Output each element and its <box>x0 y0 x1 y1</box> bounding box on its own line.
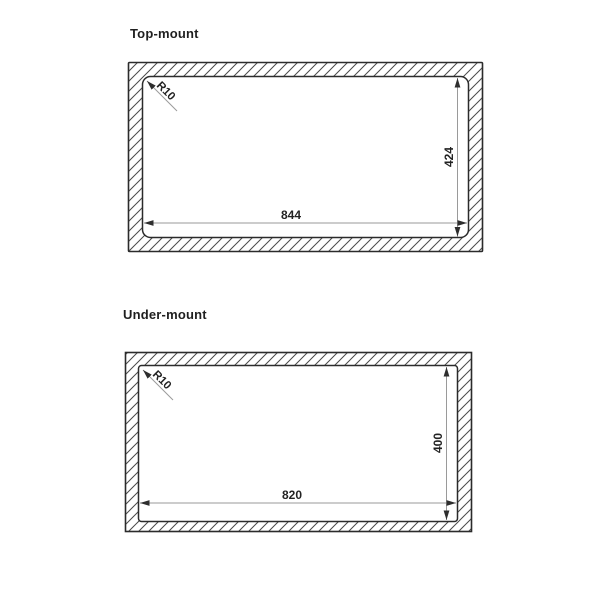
top-mount-height-dimension-label: 424 <box>442 146 456 168</box>
top-mount-radius-label: R10 <box>153 79 178 104</box>
top-mount-inner-rect <box>143 77 469 238</box>
under-mount-height-dimension-label: 400 <box>431 432 445 454</box>
under-mount-width-dimension-label: 820 <box>281 488 303 502</box>
top-mount-title: Top-mount <box>130 26 199 41</box>
under-mount-radius-label: R10 <box>149 368 174 393</box>
under-mount-figure <box>123 307 472 532</box>
top-mount-width-dimension-label: 844 <box>280 208 302 222</box>
top-mount-figure <box>129 26 483 252</box>
under-mount-title: Under-mount <box>123 307 207 322</box>
